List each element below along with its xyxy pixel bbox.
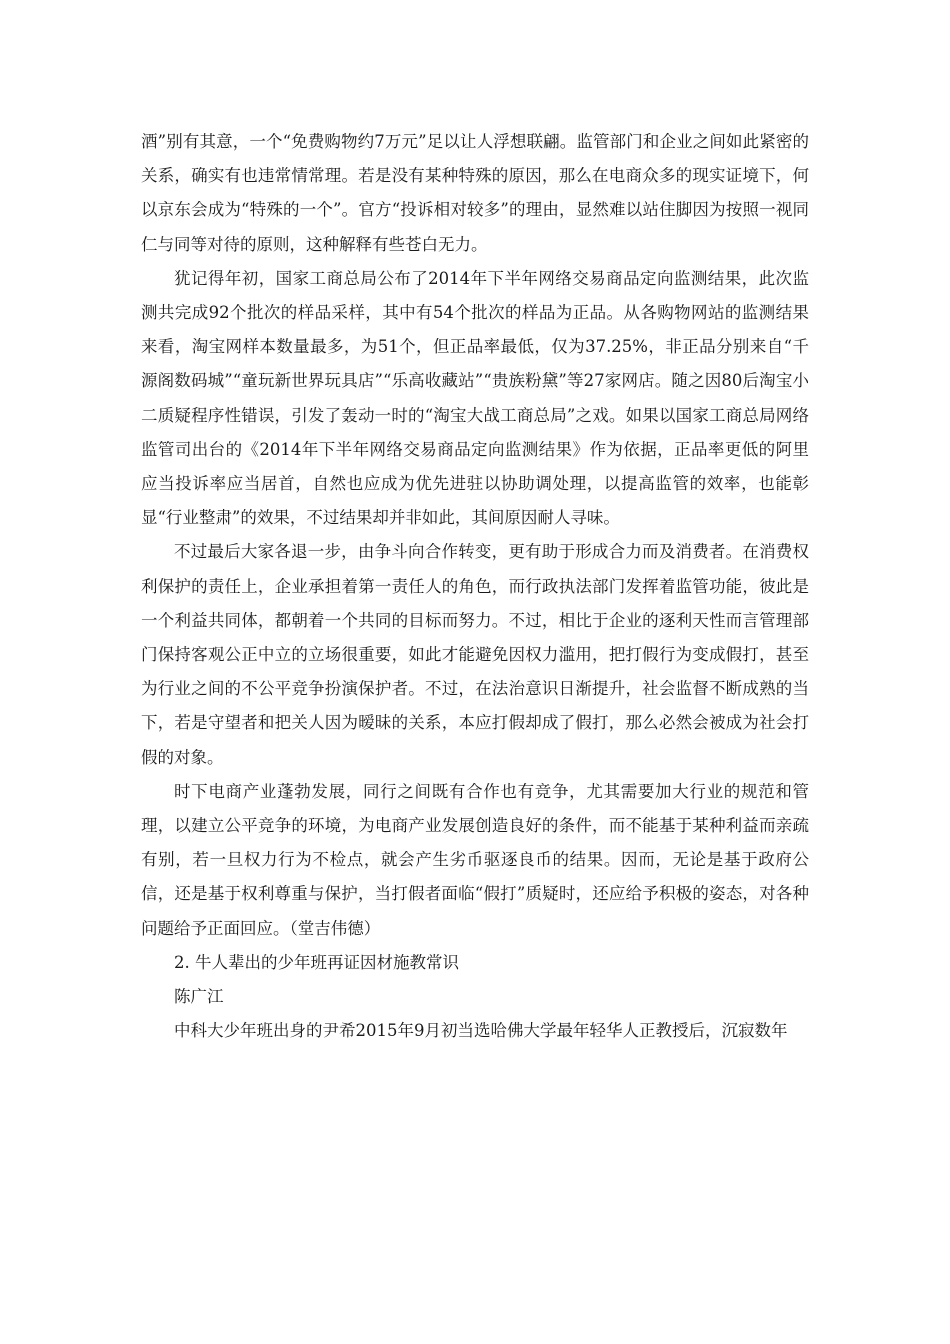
section-heading: 2. 牛人辈出的少年班再证因材施教常识 xyxy=(174,952,459,972)
paragraph-conclusion: 时下电商产业蓬勃发展，同行之间既有合作也有竞争，尤其需要加大行业的规范和管理，以建立公平竞争的环境，为电商产业发展创造良好的条件，而不能基于某种利益而亲疏有别，若一旦权力行为不检点，就会产生劣币驱逐良币的结果。因而，无论是基于政府公信，还是基于权利尊重与保护，当打假者面临“假打”质疑时，还应给予积极的姿态，对各种问题给予正面回应。（堂吉伟德） xyxy=(141,781,809,938)
paragraph-cooperation: 不过最后大家各退一步，由争斗向合作转变，更有助于形成合力而及消费者。在消费权利保护的责任上，企业承担着第一责任人的角色，而行政执法部门发挥着监管功能，彼此是一个利益共同体，都朝着一个共同的目标而努力。不过，相比于企业的逐利天性而言管理部门保持客观公正中立的立场很重要，如此才能避免因权力滥用，把打假行为变成假打，甚至为行业之间的不公平竞争扮演保护者。不过，在法治意识日渐提升，社会监督不断成熟的当下，若是守望者和把关人因为暧昧的关系，本应打假却成了假打，那么必然会被成为社会打假的对象。 xyxy=(141,542,809,767)
paragraph-monitoring-results: 犹记得年初，国家工商总局公布了2014年下半年网络交易商品定向监测结果，此次监测共完成92个批次的样品采样，其中有54个批次的样品为正品。从各购物网站的监测结果来看，淘宝网样本数量最多，为51个，但正品率最低，仅为37.25%，非正品分别来自“千源阁数码城”“童玩新世界玩具店”“乐高收藏站”“贵族粉黛”等27家网店。随之因80后淘宝小二质疑程序性错误，引发了轰动一时的“淘宝大战工商总局”之戏。如果以国家工商总局网络监管司出台的《2014年下半年网络交易商品定向监测结果》作为依据，正品率更低的阿里应当投诉率应当居首，自然也应成为优先进驻以协助调处理，以提高监管的效率，也能彰显“行业整肃”的效果，不过结果却并非如此，其间原因耐人寻味。 xyxy=(141,268,809,528)
article-body xyxy=(141,125,809,1048)
paragraph-continued: 酒”别有其意，一个“免费购物约7万元”足以让人浮想联翩。监管部门和企业之间如此紧密的关系，确实有也违常情常理。若是没有某种特殊的原因，那么在电商众多的现实证境下，何以京东会成为“特殊的一个”。官方“投诉相对较多”的理由，显然难以站住脚因为按照一视同仁与同等对待的原则，这种解释有些苍白无力。 xyxy=(141,132,809,254)
author-name: 陈广江 xyxy=(174,987,224,1007)
paragraph-opening: 中科大少年班出身的尹希2015年9月初当选哈佛大学最年轻华人正教授后，沉寂数年 xyxy=(174,1021,788,1041)
